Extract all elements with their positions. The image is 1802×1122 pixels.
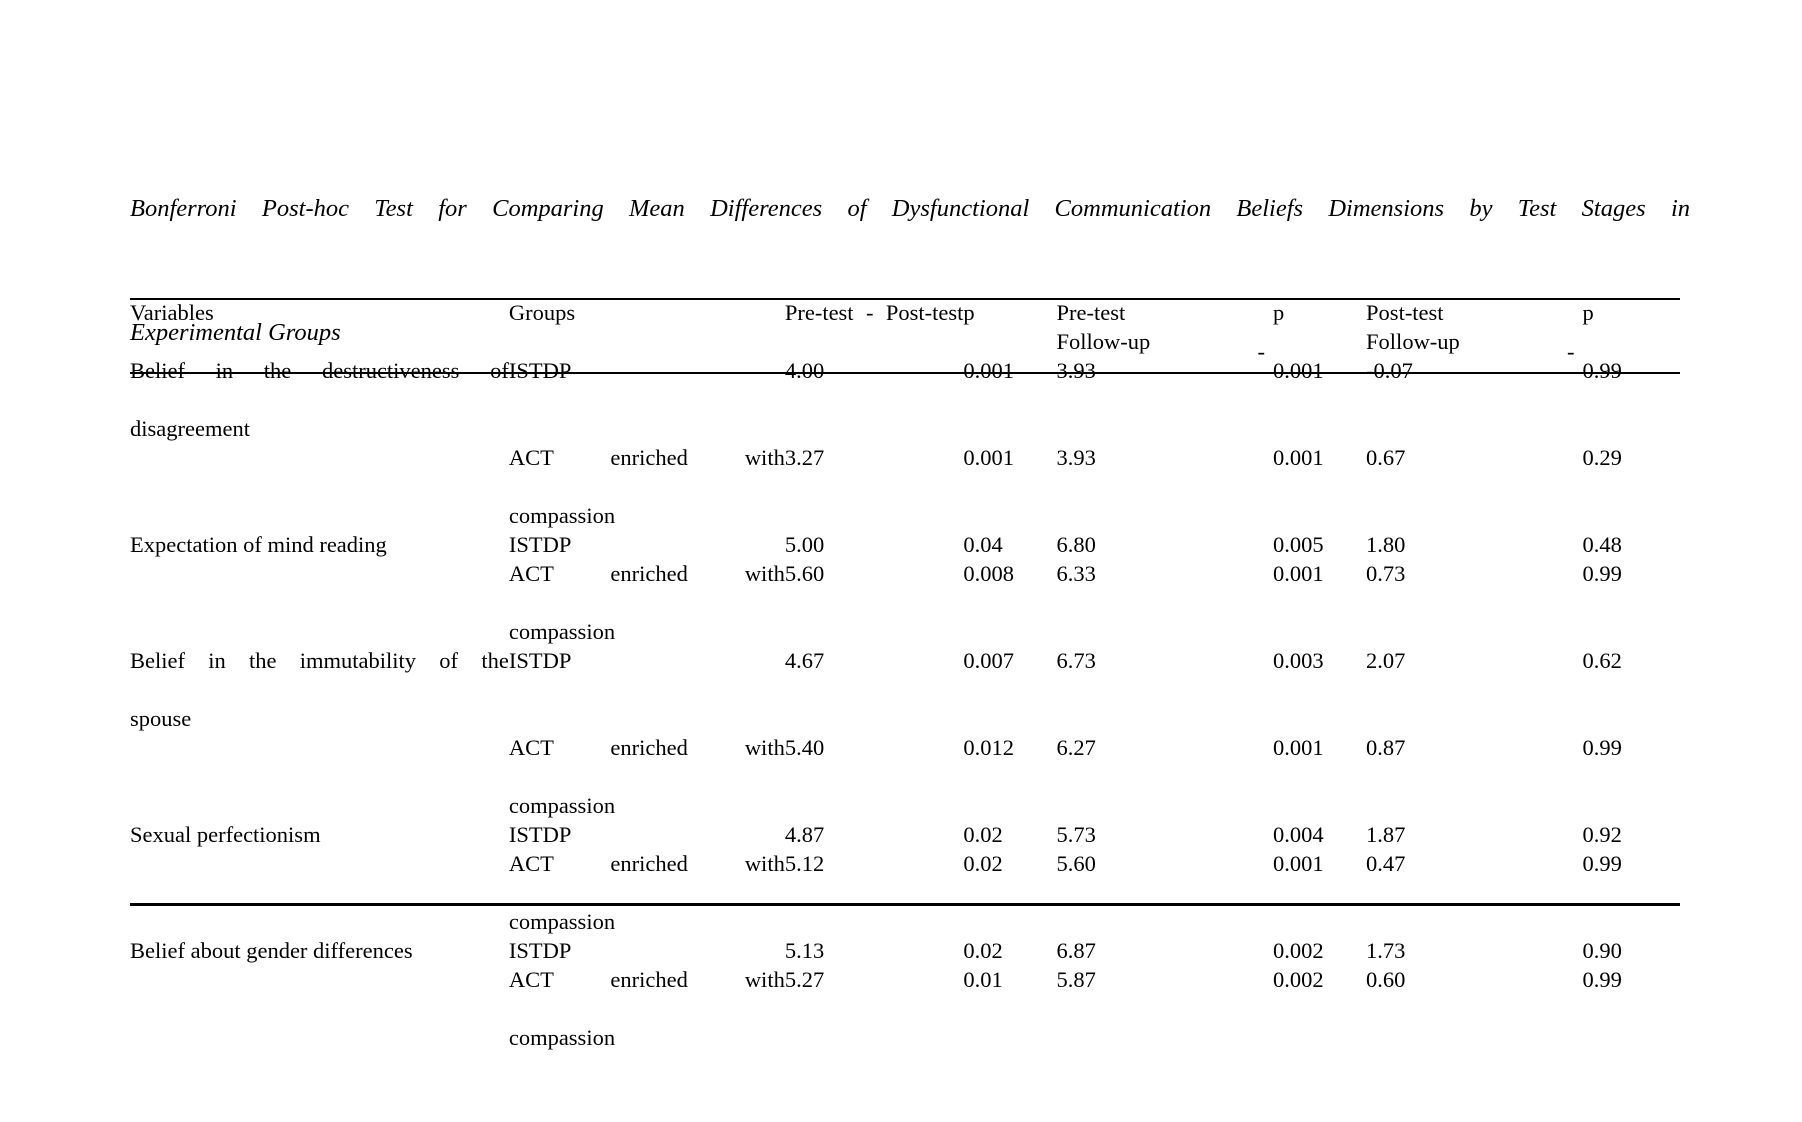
cell-group [509,356,785,443]
table-row [130,530,1680,559]
cell-pre-followup: 5.87 [1056,967,1096,992]
header-pre-post-line1: Pre-test - Post-test [784,300,964,325]
header-post-followup-dash: - [1567,339,1575,364]
cell-p-3: 0.92 [1582,822,1622,847]
cell-p-1: 0.04 [963,532,1003,557]
cell-post-followup: 2.07 [1366,648,1406,673]
cell-p-2: 0.001 [1272,445,1324,470]
cell-p-2: 0.001 [1272,561,1324,586]
cell-p-2: 0.005 [1272,532,1324,557]
cell-post-followup: 1.80 [1366,532,1406,557]
cell-p-2: 0.003 [1272,648,1324,673]
table-header [130,298,1680,364]
cell-group [509,965,785,1052]
header-post-followup-line2: Follow-up [1366,329,1460,354]
cell-pre-post: 5.12 [784,851,825,876]
cell-p-1: 0.001 [963,358,1015,383]
cell-group: ISTDP [508,532,572,557]
header-p-3: p [1582,300,1594,325]
cell-variable: Sexual perfectionism [130,822,321,847]
cell-variable [130,733,509,820]
cell-p-3: 0.48 [1582,532,1622,557]
header-post-followup-line1: Post-test [1366,300,1444,325]
cell-group [509,733,785,820]
table-row [130,559,1680,646]
cell-variable [130,559,509,646]
cell-p-1: 0.02 [963,851,1003,876]
cell-group-line2: compassion [508,1025,616,1050]
table-row [130,820,1680,849]
cell-pre-followup: 3.93 [1056,358,1096,383]
cell-pre-post: 5.13 [784,938,825,963]
header-variables: Variables [130,300,214,325]
header-p-1: p [963,300,975,325]
header-pre-followup-dash: - [1257,339,1265,364]
cell-group [509,443,785,530]
header-groups: Groups [508,300,576,325]
cell-p-3: 0.99 [1582,735,1622,760]
cell-p-3: 0.99 [1582,561,1622,586]
table-row [130,936,1680,965]
header-p-2: p [1272,300,1285,325]
cell-group [509,559,785,646]
cell-pre-followup: 5.60 [1056,851,1096,876]
cell-pre-followup: 3.93 [1056,445,1096,470]
cell-post-followup: 1.87 [1366,822,1406,847]
cell-group-line2: compassion [508,909,616,934]
cell-p-2: 0.001 [1272,851,1324,876]
cell-p-1: 0.001 [963,445,1015,470]
cell-group-line1: ACT enriched with [508,561,785,586]
table-row [130,356,1680,443]
cell-p-1: 0.02 [963,938,1003,963]
header-post-followup [1366,298,1582,364]
cell-post-followup: 1.73 [1366,938,1406,963]
cell-pre-post: 5.40 [784,735,825,760]
table-row [130,965,1680,1052]
cell-p-2: 0.001 [1272,735,1324,760]
cell-p-3: 0.99 [1582,967,1622,992]
cell-pre-followup: 6.33 [1056,561,1096,586]
cell-p-1: 0.02 [963,822,1003,847]
cell-group-line2: compassion [508,503,616,528]
header-pre-followup-line1: Pre-test [1056,300,1126,325]
cell-group: ISTDP [508,938,572,963]
cell-p-1: 0.008 [963,561,1015,586]
cell-post-followup: -0.07 [1366,358,1413,383]
table-body [130,356,1680,1052]
cell-variable-line1: Belief in the immutability of the [130,648,509,673]
cell-group: ISTDP [508,648,572,673]
table-row [130,646,1680,733]
caption-line-2: Experimental Groups [130,319,341,346]
cell-group-line1: ACT enriched with [508,967,785,992]
table-row [130,443,1680,530]
cell-pre-post: 4.87 [784,822,825,847]
cell-variable [130,356,509,443]
cell-post-followup: 0.73 [1366,561,1406,586]
cell-pre-followup: 6.73 [1056,648,1096,673]
table-row [130,733,1680,820]
header-pre-post [785,298,964,356]
cell-group-line1: ACT enriched with [508,851,785,876]
cell-p-3: 0.29 [1582,445,1622,470]
cell-variable [130,646,509,733]
cell-p-3: 0.99 [1582,851,1622,876]
cell-p-3: 0.62 [1582,648,1622,673]
cell-variable-line2: disagreement [130,416,250,441]
cell-pre-post: 5.60 [784,561,825,586]
caption-line-1: Bonferroni Post-hoc Test for Comparing Mean Differences of Dysfunctional Communication Beliefs Dimensions by Test Stages in [130,195,1690,222]
cell-p-1: 0.01 [963,967,1003,992]
cell-variable: Belief about gender differences [130,938,413,963]
cell-pre-post: 4.00 [784,358,825,383]
cell-group: ISTDP [508,822,572,847]
cell-p-2: 0.002 [1272,967,1324,992]
cell-pre-followup: 6.87 [1056,938,1096,963]
cell-post-followup: 0.67 [1366,445,1406,470]
cell-pre-followup: 5.73 [1056,822,1096,847]
cell-pre-post: 3.27 [784,445,825,470]
cell-group-line1: ACT enriched with [508,445,785,470]
cell-p-3: 0.99 [1582,358,1622,383]
table-header-row [130,298,1680,356]
cell-post-followup: 0.47 [1366,851,1406,876]
cell-p-2: 0.002 [1272,938,1324,963]
cell-p-2: 0.001 [1272,358,1324,383]
cell-variable [130,849,509,936]
cell-post-followup: 0.87 [1366,735,1406,760]
header-pre-followup [1056,298,1273,364]
cell-group-line1: ACT enriched with [508,735,785,760]
cell-p-2: 0.004 [1272,822,1324,847]
cell-pre-followup: 6.80 [1056,532,1096,557]
cell-group-line1: ISTDP [508,358,572,383]
cell-pre-post: 5.00 [784,532,825,557]
cell-group-line2: compassion [508,793,616,818]
cell-p-3: 0.90 [1582,938,1622,963]
cell-variable [130,443,509,530]
cell-pre-followup: 6.27 [1056,735,1096,760]
cell-p-1: 0.012 [963,735,1015,760]
cell-group [509,849,785,936]
cell-variable-line2: spouse [130,706,192,731]
cell-pre-post: 4.67 [784,648,825,673]
cell-group-line2: compassion [508,619,616,644]
results-table [130,298,1680,1052]
cell-variable [130,965,509,1052]
cell-post-followup: 0.60 [1366,967,1406,992]
cell-variable: Expectation of mind reading [130,532,387,557]
cell-p-1: 0.007 [963,648,1015,673]
cell-variable-line1: Belief in the destructiveness of [130,358,509,383]
cell-pre-post: 5.27 [784,967,825,992]
header-pre-followup-line2: Follow-up [1056,329,1151,354]
table-row [130,849,1680,936]
